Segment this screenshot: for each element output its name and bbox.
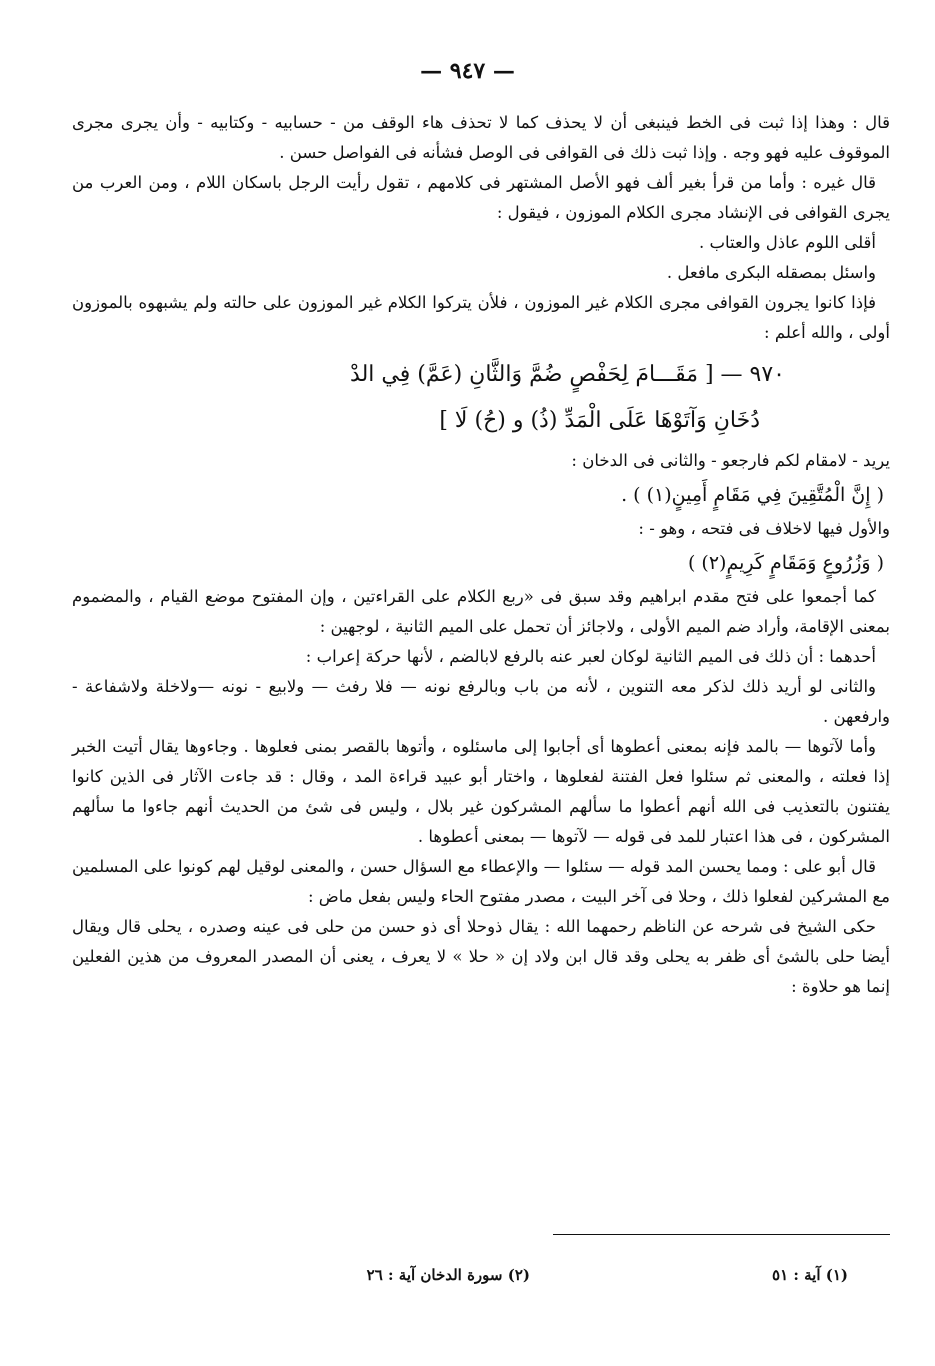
main-text [72, 108, 890, 1002]
footnote-1: (١) آية : ٥١ [772, 1266, 848, 1284]
paragraph: كما أجمعوا على فتح مقدم ابراهيم وقد سبق فى «ربع الكلام على القراءتين ، وإن المفتوح موضع القيام ، والمضموم بمعنى الإقامة، وأراد ضم الميم الأولى ، ولاجائز أن تحمل على الميم الثانية ، لوجهين : [72, 587, 890, 636]
paragraph: قال أبو على : ومما يحسن المد قوله — سئلوا — والإعطاء مع السؤال حسن ، والمعنى لوقيل لهم كونوا على المسلمين مع المشركين لفعلوا ذلك ، وحلا فى آخر البيت ، مصدر مفتوح الحاء وليس بفعل ماض : [72, 857, 890, 906]
paragraph: أحدهما : أن ذلك فى الميم الثانية لوكان لعبر عنه بالرفع لابالضم ، لأنها حركة إعراب : [305, 647, 876, 666]
poem-line: واسئل بمصقله البكرى مافعل . [666, 263, 876, 282]
page-number: — ٩٤٧ — [420, 58, 515, 84]
paragraph: قال : وهذا إذا ثبت فى الخط فينبغى أن لا يحذف كما لا تحذف هاء الوقف من - حسابيه - وكتابيه - وأن يجرى مجرى الموقوف عليه فهو وجه . وإذا ثبت ذلك فى القوافى فى الوصل فشأنه فى الفواصل حسن . [72, 113, 890, 162]
paragraph: قال غيره : وأما من قرأ بغير ألف فهو الأصل المشتهر فى كلامهم ، تقول رأيت الرجل باسكان اللام ، ومن العرب من يجرى القوافى فى الإنشاد مجرى الكلام الموزون ، فيقول : [72, 173, 890, 222]
quran-quote: ( وَزُرُوعٍ وَمَقَامٍ كَرِيمٍ(٢) ) [687, 552, 884, 574]
verse-line-1: ٩٧٠ — [ مَقَـــامَ لِحَفْصٍ ضُمَّ وَالثَّانِ (عَمَّ) فِي الدْ [350, 362, 785, 387]
verse-line-2: دُخَانِ وَآتَوْهَا عَلَى الْمَدِّ (ذُ) و (حُ) لَا ] [439, 408, 760, 433]
verse-block [72, 352, 890, 444]
paragraph: حكى الشيخ فى شرحه عن الناظم رحمهما الله : يقال ذوحلا أى ذو حسن من حلى فى عينه وصدره ، يحلى قال ويقال أيضا حلى بالشئ أى ظفر به يحلى وقد قال ابن ولاد إن « حلا » لا يعرف ، يعنى أن المصدر المعروف من هذين الفعلين إنما هو حلاوة : [72, 917, 890, 996]
poem-line: أقلى اللوم عاذل والعتاب . [698, 233, 876, 252]
paragraph: والثانى لو أريد ذلك لذكر معه التنوين ، لأنه من باب وبالرفع نونه — فلا رفث — ولابيع - نونه —ولاخلة ولاشفاعة - وارفعهن . [72, 677, 890, 726]
paragraph: والأول فيها لاخلاف فى فتحه ، وهو - : [638, 519, 890, 538]
paragraph: وأما لآتوها — بالمد فإنه بمعنى أعطوها أى أجابوا إلى ماسئلوه ، وأتوها بالقصر بمنى فعلوها . وجاءوها يقال أتيت الخبر إذا فعلته ، والمعنى ثم سئلوا فعل الفتنة لفعلوها ، واختار أبو عبيد قراءة المد ، وقال : قد جاءت الآثار فى الذين كانوا يفتنون بالتعذيب فى الله أنهم أعطوا ما سألهم المشركون غير بلال ، وليس فى شئ من الحديث أنهم جاءوا ما سألهم المشركون ، فى هذا اعتبار للمد فى قوله — لآتوها — بمعنى أعطوها . [72, 737, 890, 846]
paragraph: فإذا كانوا يجرون القوافى مجرى الكلام غير الموزون ، فلأن يتركوا الكلام غير الموزون على حالته ولم يشبهوه بالموزون أولى ، والله أعلم : [72, 293, 890, 342]
paragraph: يريد - لامقام لكم فارجعو - والثانى فى الدخان : [571, 451, 890, 470]
quran-quote: ( إِنَّ الْمُتَّقِينَ فِي مَقَامٍ أَمِينٍ(١) ) . [621, 484, 884, 506]
footnote-2: (٢) سورة الدخان آية : ٢٦ [366, 1266, 530, 1284]
footnote-divider [553, 1234, 890, 1235]
